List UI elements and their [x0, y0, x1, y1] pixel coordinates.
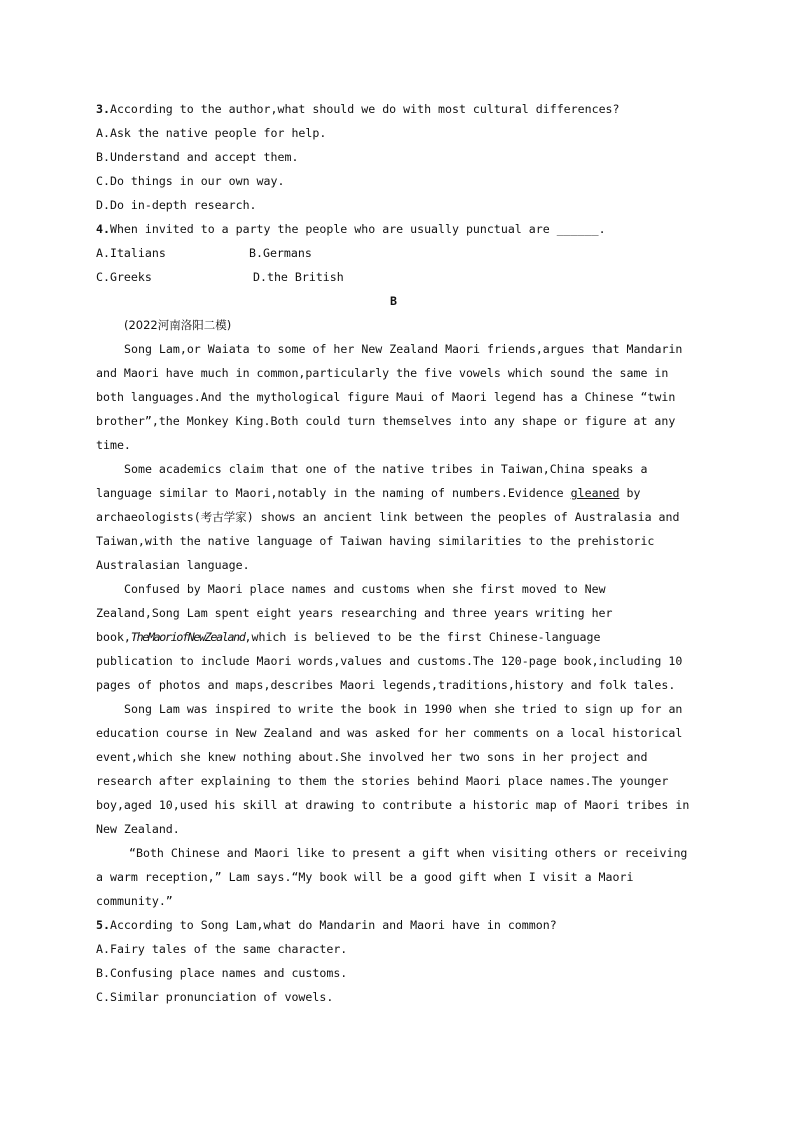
question-number: 5. — [96, 918, 110, 932]
underlined-word: gleaned — [570, 486, 620, 500]
passage-line: time. — [96, 438, 131, 452]
passage-line: Some academics claim that one of the native tribes in Taiwan,China speaks a — [124, 462, 648, 476]
question-stem: According to Song Lam,what do Mandarin and Maori have in common? — [109, 918, 557, 932]
passage-line — [96, 629, 601, 645]
passage-line: Australasian language. — [96, 558, 250, 572]
passage-line — [96, 509, 679, 525]
option-c: C.Do things in our own way. — [96, 174, 285, 188]
source-note: (2022河南洛阳二模) — [124, 318, 232, 332]
option-b: B.Understand and accept them. — [96, 150, 299, 164]
option-a: A.Ask the native people for help. — [96, 126, 327, 140]
question-stem: According to the author,what should we do with most cultural differences? — [109, 102, 620, 116]
passage-line: brother”,the Monkey King.Both could turn themselves into any shape or figure at any — [96, 414, 676, 428]
passage-line: New Zealand. — [96, 822, 180, 836]
option-a: A.Fairy tales of the same character. — [96, 942, 348, 956]
text-run: ) shows an ancient link between the peoples of Australasia and — [246, 510, 680, 524]
passage-line — [96, 485, 640, 501]
text-run: by — [619, 486, 641, 500]
passage-line: a warm reception,” Lam says.“My book will be a good gift when I visit a Maori — [96, 870, 634, 884]
text-run: book, — [96, 630, 131, 644]
passage-line: pages of photos and maps,describes Maori legends,traditions,history and folk tales. — [96, 678, 676, 692]
question-number: 3. — [96, 102, 110, 116]
option-d: D.the British — [253, 270, 344, 284]
passage-line: boy,aged 10,used his skill at drawing to contribute a historic map of Maori tribes in — [96, 798, 690, 812]
passage-line: Song Lam,or Waiata to some of her New Zealand Maori friends,argues that Mandarin — [124, 342, 683, 356]
section-label: B — [390, 294, 397, 308]
option-b: B.Confusing place names and customs. — [96, 966, 348, 980]
question-4 — [96, 221, 606, 237]
option-c: C.Similar pronunciation of vowels. — [96, 990, 334, 1004]
option-c: C.Greeks — [96, 270, 152, 284]
question-number: 4. — [96, 222, 110, 236]
passage-line: Confused by Maori place names and customs when she first moved to New — [124, 582, 606, 596]
question-stem: When invited to a party the people who are usually punctual are ______. — [109, 222, 606, 236]
passage-line: education course in New Zealand and was asked for her comments on a local historical — [96, 726, 683, 740]
passage-line: Taiwan,with the native language of Taiwan having similarities to the prehistoric — [96, 534, 655, 548]
chinese-gloss: 考古学家 — [200, 510, 247, 524]
passage-line: both languages.And the mythological figure Maui of Maori legend has a Chinese “twin — [96, 390, 676, 404]
text-run: language similar to Maori,notably in the naming of numbers.Evidence — [96, 486, 571, 500]
passage-line: “Both Chinese and Maori like to present a gift when visiting others or receiving — [129, 846, 688, 860]
passage-line: Song Lam was inspired to write the book in 1990 when she tried to sign up for an — [124, 702, 683, 716]
question-3 — [96, 101, 620, 117]
passage-line: and Maori have much in common,particularly the five vowels which sound the same in — [96, 366, 669, 380]
passage-line: event,which she knew nothing about.She involved her two sons in her project and — [96, 750, 648, 764]
option-b: B.Germans — [249, 246, 312, 260]
question-5 — [96, 917, 557, 933]
text-run: ,which is believed to be the first Chinese-language — [244, 630, 601, 644]
option-a: A.Italians — [96, 246, 166, 260]
passage-line: research after explaining to them the stories behind Maori place names.The younger — [96, 774, 669, 788]
passage-line: Zealand,Song Lam spent eight years researching and three years writing her — [96, 606, 613, 620]
text-run: archaeologists( — [96, 510, 201, 524]
option-d: D.Do in-depth research. — [96, 198, 257, 212]
book-title: TheMaoriofNewZealand — [130, 630, 245, 644]
passage-line: community.” — [96, 894, 173, 908]
passage-line: publication to include Maori words,values and customs.The 120-page book,including 10 — [96, 654, 683, 668]
